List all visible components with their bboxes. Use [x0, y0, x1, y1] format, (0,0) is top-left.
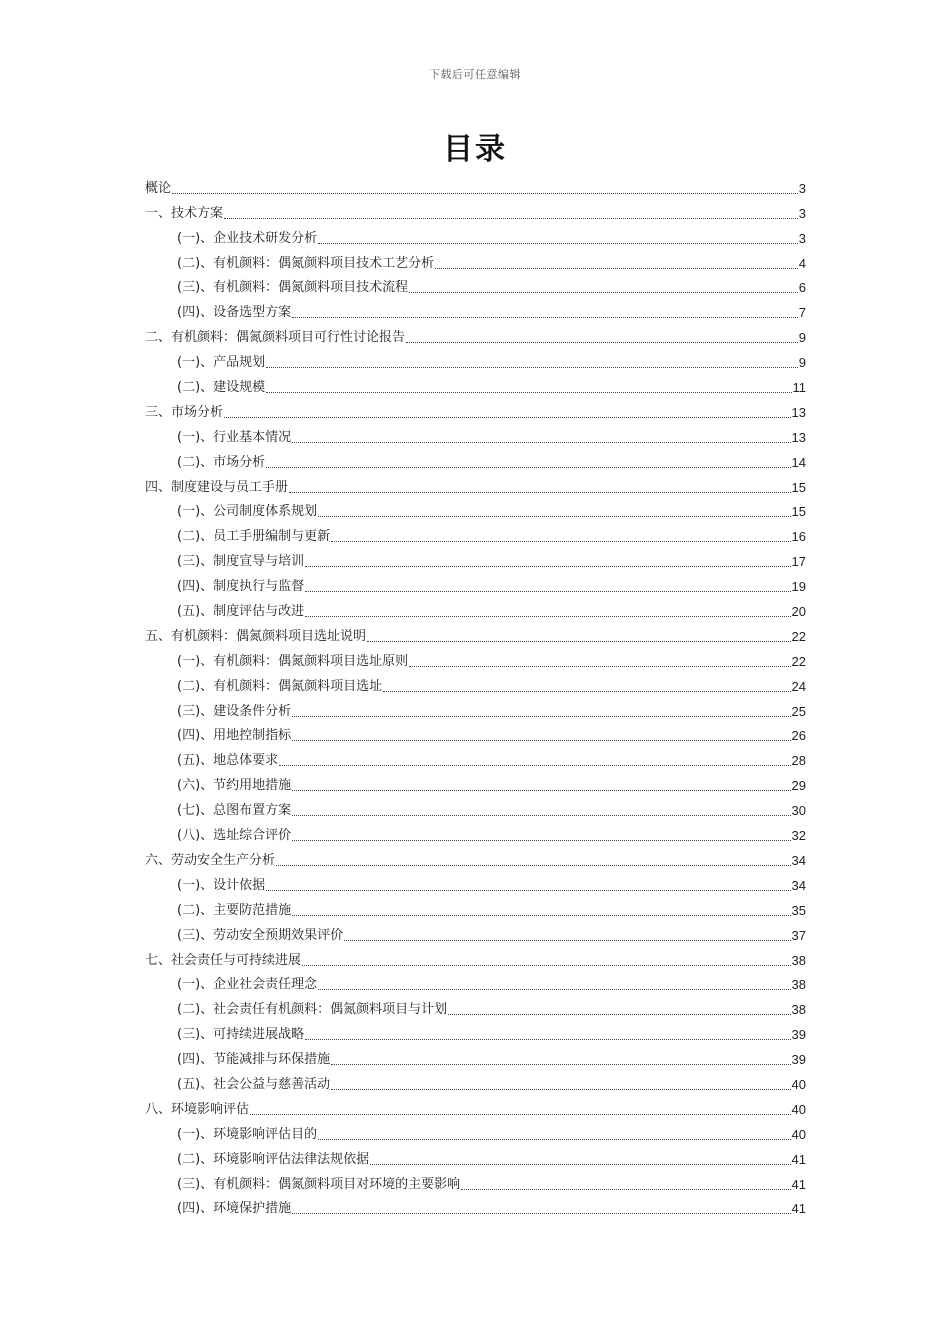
toc-entry[interactable]	[145, 1095, 806, 1120]
dot-leader	[276, 865, 791, 866]
toc-entry-title: (七)、总图布置方案	[177, 803, 292, 819]
toc-entry-title: (一)、行业基本情况	[177, 429, 292, 445]
dot-leader	[409, 292, 798, 293]
table-of-contents	[145, 174, 806, 1219]
toc-entry-title: (四)、环境保护措施	[177, 1201, 292, 1217]
toc-entry-title: (三)、建设条件分析	[177, 703, 292, 719]
toc-entry[interactable]	[145, 423, 806, 448]
toc-entry-page-number: 3	[798, 205, 806, 221]
toc-entry-title: 四、制度建设与员工手册	[145, 479, 289, 495]
toc-entry-page-number: 40	[791, 1101, 806, 1117]
toc-entry-title: 五、有机颜料：偶氮颜料项目选址说明	[145, 628, 367, 644]
toc-entry[interactable]	[145, 348, 806, 373]
toc-entry[interactable]	[145, 274, 806, 299]
dot-leader	[292, 815, 790, 816]
toc-entry-title: (一)、设计依据	[177, 877, 266, 893]
toc-entry[interactable]	[145, 871, 806, 896]
toc-entry-page-number: 29	[791, 778, 806, 794]
toc-entry-title: (二)、有机颜料：偶氮颜料项目技术工艺分析	[177, 255, 435, 271]
toc-entry-title: 八、环境影响评估	[145, 1101, 250, 1117]
dot-leader	[409, 666, 790, 667]
toc-entry-title: (六)、节约用地措施	[177, 778, 292, 794]
dot-leader	[318, 243, 798, 244]
toc-entry-page-number: 35	[791, 902, 806, 918]
toc-entry-title: 三、市场分析	[145, 404, 224, 420]
dot-leader	[292, 716, 790, 717]
dot-leader	[292, 1213, 790, 1214]
toc-entry-page-number: 41	[791, 1151, 806, 1167]
toc-entry-title: (三)、有机颜料：偶氮颜料项目技术流程	[177, 280, 409, 296]
toc-entry[interactable]	[145, 498, 806, 523]
toc-entry[interactable]	[145, 572, 806, 597]
toc-entry-page-number: 11	[792, 380, 806, 396]
dot-leader	[266, 392, 791, 393]
toc-entry-page-number: 3	[798, 230, 806, 246]
dot-leader	[331, 541, 790, 542]
toc-entry-title: (二)、社会责任有机颜料：偶氮颜料项目与计划	[177, 1002, 448, 1018]
toc-entry-title: 二、有机颜料：偶氮颜料项目可行性讨论报告	[145, 330, 406, 346]
toc-entry-page-number: 9	[798, 330, 806, 346]
toc-entry[interactable]	[145, 373, 806, 398]
toc-entry-page-number: 13	[791, 429, 806, 445]
toc-entry-page-number: 15	[791, 504, 806, 520]
toc-entry-title: (四)、制度执行与监督	[177, 579, 305, 595]
toc-entry-title: (一)、产品规划	[177, 355, 266, 371]
toc-entry-page-number: 15	[791, 479, 806, 495]
toc-entry-page-number: 39	[791, 1052, 806, 1068]
toc-entry-title: (二)、员工手册编制与更新	[177, 529, 331, 545]
page-title: 目录	[443, 132, 507, 167]
dot-leader	[305, 1039, 790, 1040]
toc-entry[interactable]	[145, 199, 806, 224]
toc-entry-title: 六、劳动安全生产分析	[145, 852, 276, 868]
toc-entry-title: (三)、制度宣导与培训	[177, 554, 305, 570]
dot-leader	[172, 193, 798, 194]
toc-entry-title: (三)、劳动安全预期效果评价	[177, 927, 344, 943]
toc-entry[interactable]	[145, 746, 806, 771]
toc-entry[interactable]	[145, 1145, 806, 1170]
toc-entry[interactable]	[145, 1170, 806, 1195]
toc-entry-page-number: 22	[791, 628, 806, 644]
toc-entry[interactable]	[145, 298, 806, 323]
dot-leader	[224, 218, 798, 219]
toc-entry-title: (一)、企业技术研发分析	[177, 230, 318, 246]
toc-entry-title: (一)、有机颜料：偶氮颜料项目选址原则	[177, 653, 409, 669]
toc-entry[interactable]	[145, 224, 806, 249]
toc-entry-title: (二)、建设规模	[177, 380, 266, 396]
toc-entry-title: (三)、有机颜料：偶氮颜料项目对环境的主要影响	[177, 1176, 461, 1192]
dot-leader	[331, 1089, 790, 1090]
toc-entry-page-number: 17	[791, 554, 806, 570]
toc-entry[interactable]	[145, 323, 806, 348]
dot-leader	[292, 317, 798, 318]
toc-entry[interactable]	[145, 1020, 806, 1045]
toc-entry-title: 概论	[145, 180, 172, 196]
dot-leader	[305, 591, 790, 592]
toc-entry-page-number: 4	[798, 255, 806, 271]
toc-entry[interactable]	[145, 722, 806, 747]
toc-entry-title: (一)、环境影响评估目的	[177, 1126, 318, 1142]
toc-entry-title: (二)、环境影响评估法律法规依据	[177, 1151, 370, 1167]
toc-entry-title: (四)、设备选型方案	[177, 305, 292, 321]
toc-entry-title: (八)、选址综合评价	[177, 828, 292, 844]
toc-entry[interactable]	[145, 672, 806, 697]
toc-entry-page-number: 6	[798, 280, 806, 296]
dot-leader	[370, 1164, 790, 1165]
dot-leader	[292, 840, 790, 841]
toc-entry-page-number: 25	[791, 703, 806, 719]
dot-leader	[435, 268, 798, 269]
toc-entry-page-number: 7	[798, 305, 806, 321]
toc-entry[interactable]	[145, 398, 806, 423]
toc-entry-title: (三)、可持续进展战略	[177, 1027, 305, 1043]
toc-entry[interactable]	[145, 846, 806, 871]
toc-entry-page-number: 24	[791, 678, 806, 694]
dot-leader	[279, 765, 790, 766]
toc-entry-page-number: 16	[791, 529, 806, 545]
toc-entry-page-number: 28	[791, 753, 806, 769]
toc-entry-title: (一)、公司制度体系规划	[177, 504, 318, 520]
toc-entry-page-number: 38	[791, 977, 806, 993]
toc-entry[interactable]	[145, 1045, 806, 1070]
toc-entry-page-number: 40	[791, 1076, 806, 1092]
dot-leader	[406, 342, 798, 343]
toc-entry[interactable]	[145, 547, 806, 572]
dot-leader	[305, 566, 790, 567]
toc-entry[interactable]	[145, 796, 806, 821]
toc-entry-title: 七、社会责任与可持续进展	[145, 952, 302, 968]
toc-entry-title: 一、技术方案	[145, 205, 224, 221]
toc-entry[interactable]	[145, 921, 806, 946]
toc-entry-title: (五)、制度评估与改进	[177, 604, 305, 620]
toc-entry[interactable]	[145, 946, 806, 971]
toc-entry-page-number: 32	[791, 828, 806, 844]
toc-entry[interactable]	[145, 174, 806, 199]
dot-leader	[318, 516, 790, 517]
toc-entry-page-number: 20	[791, 604, 806, 620]
toc-entry[interactable]	[145, 771, 806, 796]
toc-entry-title: (一)、企业社会责任理念	[177, 977, 318, 993]
toc-entry-title: (四)、节能减排与环保措施	[177, 1052, 331, 1068]
dot-leader	[383, 691, 790, 692]
toc-entry-page-number: 13	[791, 404, 806, 420]
dot-leader	[292, 442, 790, 443]
dot-leader	[318, 989, 790, 990]
dot-leader	[302, 965, 791, 966]
page-header: 下载后可任意编辑	[429, 68, 521, 81]
dot-leader	[292, 915, 790, 916]
toc-entry[interactable]	[145, 821, 806, 846]
dot-leader	[367, 641, 791, 642]
dot-leader	[224, 417, 791, 418]
toc-entry-title: (二)、有机颜料：偶氮颜料项目选址	[177, 678, 383, 694]
toc-entry-page-number: 34	[791, 877, 806, 893]
toc-entry[interactable]	[145, 1070, 806, 1095]
toc-entry[interactable]	[145, 1195, 806, 1220]
dot-leader	[461, 1189, 790, 1190]
toc-entry-page-number: 14	[791, 454, 806, 470]
toc-entry[interactable]	[145, 995, 806, 1020]
toc-entry[interactable]	[145, 522, 806, 547]
dot-leader	[305, 616, 790, 617]
dot-leader	[318, 1139, 790, 1140]
toc-entry-page-number: 38	[791, 952, 806, 968]
dot-leader	[266, 890, 790, 891]
toc-entry-page-number: 38	[791, 1002, 806, 1018]
dot-leader	[289, 492, 791, 493]
toc-entry-page-number: 22	[791, 653, 806, 669]
toc-entry-title: (二)、市场分析	[177, 454, 266, 470]
toc-entry-page-number: 39	[791, 1027, 806, 1043]
toc-entry-page-number: 34	[791, 852, 806, 868]
toc-entry-title: (五)、地总体要求	[177, 753, 279, 769]
dot-leader	[266, 367, 798, 368]
toc-entry[interactable]	[145, 1120, 806, 1145]
toc-entry[interactable]	[145, 597, 806, 622]
toc-entry[interactable]	[145, 622, 806, 647]
dot-leader	[266, 467, 790, 468]
dot-leader	[292, 740, 790, 741]
toc-entry-title: (四)、用地控制指标	[177, 728, 292, 744]
toc-entry-title: (五)、社会公益与慈善活动	[177, 1076, 331, 1092]
dot-leader	[448, 1014, 790, 1015]
dot-leader	[292, 790, 790, 791]
toc-entry[interactable]	[145, 249, 806, 274]
toc-entry-title: (二)、主要防范措施	[177, 902, 292, 918]
toc-entry-page-number: 19	[791, 579, 806, 595]
dot-leader	[331, 1064, 790, 1065]
toc-entry[interactable]	[145, 697, 806, 722]
toc-entry-page-number: 40	[791, 1126, 806, 1142]
toc-entry[interactable]	[145, 473, 806, 498]
toc-entry-page-number: 9	[798, 355, 806, 371]
toc-entry[interactable]	[145, 448, 806, 473]
dot-leader	[250, 1114, 791, 1115]
toc-entry[interactable]	[145, 896, 806, 921]
toc-entry-page-number: 41	[791, 1201, 806, 1217]
toc-entry-page-number: 30	[791, 803, 806, 819]
toc-entry[interactable]	[145, 647, 806, 672]
toc-entry-page-number: 41	[791, 1176, 806, 1192]
toc-entry[interactable]	[145, 971, 806, 996]
toc-entry-page-number: 37	[791, 927, 806, 943]
toc-entry-page-number: 3	[798, 180, 806, 196]
toc-entry-page-number: 26	[791, 728, 806, 744]
dot-leader	[344, 940, 790, 941]
